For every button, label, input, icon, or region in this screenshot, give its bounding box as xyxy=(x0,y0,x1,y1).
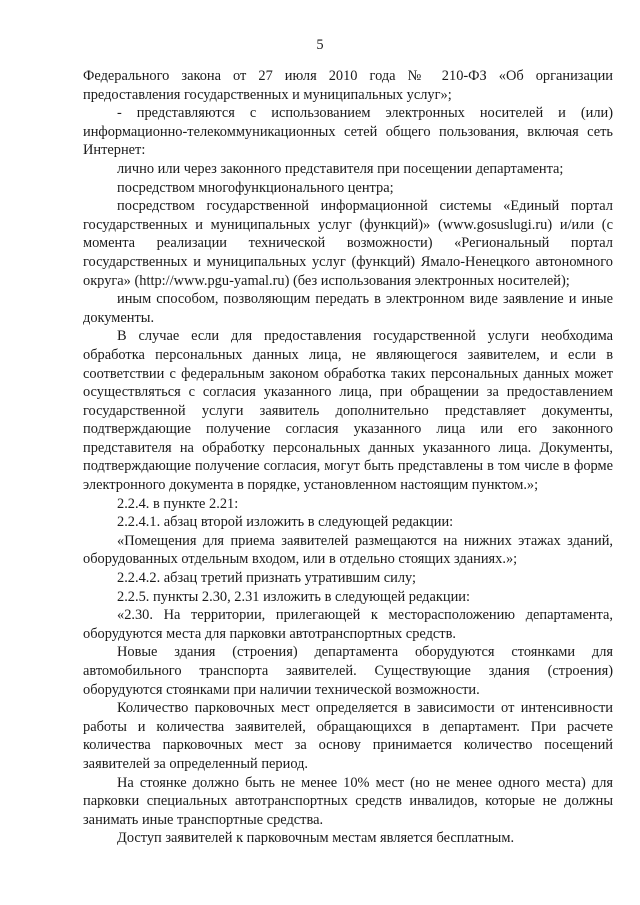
paragraph-clause-2-2-4-1: 2.2.4.1. абзац второй изложить в следующей редакции: xyxy=(117,514,454,531)
document-body xyxy=(83,67,613,848)
paragraph-submission-methods: - представляются с использованием электронных носителей и (или) информационно-телекоммуникационных сетей общего пользования, включая сеть Интернет: xyxy=(83,105,613,159)
paragraph-personal-data: В случае если для предоставления государственной услуги необходима обработка персональных данных лица, не являющегося заявителем, и если в соответствии с федеральным законом обработка таких персональных данных может осуществляться с согласия указанного лица, при обращении за предоставлением государственной услуги заявитель дополнительно представляет документы, подтверждающие получение согласия указанного лица или его законного представителя на обработку персональных данных указанного лица. Документы, подтверждающие получение согласия, могут быть представлены в том числе в форме электронного документа в порядке, установленном настоящим пунктом.»; xyxy=(83,328,613,494)
paragraph-free-access: Доступ заявителей к парковочным местам является бесплатным. xyxy=(117,830,515,847)
paragraph-premises: «Помещения для приема заявителей размещаются на нижних этажах зданий, оборудованных отдельным входом, или в отдельно стоящих зданиях.»; xyxy=(83,532,613,568)
paragraph-portals: посредством государственной информационной системы «Единый портал государственных и муниципальных услуг (функций)» (www.gosuslugi.ru) и/или (с момента реализации технической возможности) «Региональный портал государственных и муниципальных услуг (функций) Ямало-Ненецкого автономного округа» (http://www.pgu-yamal.ru) (без использования электронных носителей); xyxy=(83,198,613,289)
paragraph-other-electronic: иным способом, позволяющим передать в электронном виде заявление и иные документы. xyxy=(83,291,613,326)
page-number: 5 xyxy=(316,37,324,53)
paragraph-clause-2-2-4-2: 2.2.4.2. абзац третий признать утратившим силу; xyxy=(117,570,417,587)
paragraph-disabled-parking: На стоянке должно быть не менее 10% мест (но не менее одного места) для парковки специальных автотранспортных средств инвалидов, которые не должны занимать иные транспортные средства. xyxy=(83,774,613,828)
paragraph-clause-2-2-4: 2.2.4. в пункте 2.21: xyxy=(117,495,239,512)
paragraph-parking-count: Количество парковочных мест определяется в зависимости от интенсивности работы и количества заявителей, обращающихся в департамент. При расчете количества парковочных мест за основу принимается количество посещений заявителей за определенный период. xyxy=(83,700,613,772)
paragraph-clause-2-2-5: 2.2.5. пункты 2.30, 2.31 изложить в следующей редакции: xyxy=(117,588,470,605)
paragraph-in-person: лично или через законного представителя при посещении департамента; xyxy=(117,160,564,177)
paragraph-mfc: посредством многофункционального центра; xyxy=(117,179,394,196)
paragraph-new-buildings: Новые здания (строения) департамента оборудуются стоянками для автомобильного транспорта заявителей. Существующие здания (строения) оборудуются стоянками при наличии технической возможности. xyxy=(83,644,613,698)
paragraph-clause-2-30: «2.30. На территории, прилегающей к месторасположению департамента, оборудуются места для парковки автотранспортных средств. xyxy=(83,607,613,642)
paragraph-law-reference-continuation: Федерального закона от 27 июля 2010 года № 210-ФЗ «Об организации предоставления государственных и муниципальных услуг»; xyxy=(83,68,613,103)
